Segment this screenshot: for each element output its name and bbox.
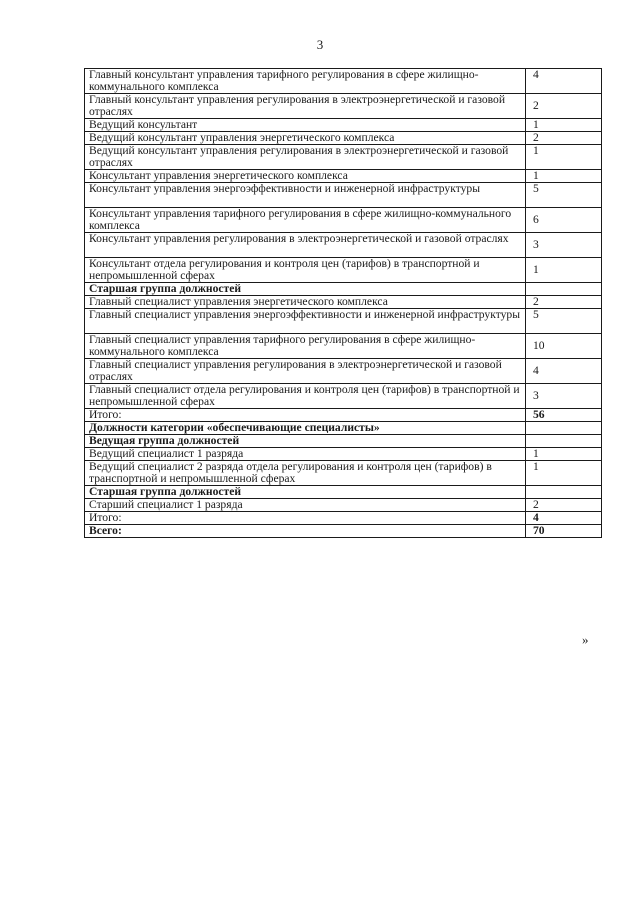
table-row (85, 296, 602, 309)
position-name: Главный специалист управления тарифного регулирования в сфере жилищно-коммунального комплекса (85, 334, 526, 359)
table-row (85, 94, 602, 119)
table-row (85, 183, 602, 208)
position-count: 6 (526, 208, 602, 233)
position-count (526, 422, 602, 435)
table-row (85, 461, 602, 486)
position-name: Главный специалист отдела регулирования и контроля цен (тарифов) в транспортной и непромышленной сферах (85, 384, 526, 409)
position-count: 1 (526, 448, 602, 461)
position-count: 1 (526, 461, 602, 486)
position-count: 1 (526, 119, 602, 132)
position-name: Консультант управления тарифного регулирования в сфере жилищно-коммунального комплекса (85, 208, 526, 233)
position-name: Ведущий консультант управления регулирования в электроэнергетической и газовой отраслях (85, 145, 526, 170)
position-count: 2 (526, 499, 602, 512)
position-name: Консультант управления энергоэффективности и инженерной инфраструктуры (85, 183, 526, 208)
category-header-row (85, 422, 602, 435)
group-header-row (85, 283, 602, 296)
table-row (85, 499, 602, 512)
page-number: 3 (316, 37, 324, 52)
table-row (85, 132, 602, 145)
total-row (85, 525, 602, 538)
position-name: Главный специалист управления энергетического комплекса (85, 296, 526, 309)
position-name: Главный специалист управления энергоэффективности и инженерной инфраструктуры (85, 309, 526, 334)
table-row (85, 448, 602, 461)
table-row (85, 208, 602, 233)
position-name: Ведущий консультант управления энергетического комплекса (85, 132, 526, 145)
group-header-row (85, 486, 602, 499)
position-name: Консультант управления энергетического комплекса (85, 170, 526, 183)
position-count: 2 (526, 94, 602, 119)
position-count: 2 (526, 296, 602, 309)
staffing-table (84, 68, 602, 538)
category-title: Должности категории «обеспечивающие специалисты» (85, 422, 526, 435)
table-row (85, 145, 602, 170)
table-row (85, 119, 602, 132)
position-count: 1 (526, 145, 602, 170)
table-row (85, 334, 602, 359)
group-title: Ведущая группа должностей (85, 435, 526, 448)
position-name: Главный консультант управления регулирования в электроэнергетической и газовой отраслях (85, 94, 526, 119)
table-row (85, 233, 602, 258)
table-row (85, 384, 602, 409)
table-row (85, 69, 602, 94)
position-count (526, 486, 602, 499)
subtotal-value: 4 (526, 512, 602, 525)
position-count: 5 (526, 183, 602, 208)
position-count: 4 (526, 359, 602, 384)
position-name: Старший специалист 1 разряда (85, 499, 526, 512)
position-count: 3 (526, 233, 602, 258)
total-value: 70 (526, 525, 602, 538)
table-row (85, 170, 602, 183)
closing-quote-mark: » (582, 632, 589, 647)
subtotal-label: Итого: (85, 512, 526, 525)
subtotal-row (85, 409, 602, 422)
group-header-row (85, 435, 602, 448)
position-name: Ведущий специалист 2 разряда отдела регулирования и контроля цен (тарифов) в транспортной и непромышленной сферах (85, 461, 526, 486)
subtotal-label: Итого: (85, 409, 526, 422)
position-count (526, 435, 602, 448)
position-count: 1 (526, 258, 602, 283)
table-row (85, 309, 602, 334)
position-count (526, 283, 602, 296)
position-count: 10 (526, 334, 602, 359)
group-title: Старшая группа должностей (85, 486, 526, 499)
subtotal-row (85, 512, 602, 525)
table-row (85, 258, 602, 283)
group-title: Старшая группа должностей (85, 283, 526, 296)
position-name: Консультант управления регулирования в электроэнергетической и газовой отраслях (85, 233, 526, 258)
position-count: 2 (526, 132, 602, 145)
table-row (85, 359, 602, 384)
position-count: 5 (526, 309, 602, 334)
position-count: 3 (526, 384, 602, 409)
total-label: Всего: (85, 525, 526, 538)
position-name: Консультант отдела регулирования и контроля цен (тарифов) в транспортной и непромышленной сферах (85, 258, 526, 283)
position-name: Ведущий специалист 1 разряда (85, 448, 526, 461)
position-count: 4 (526, 69, 602, 94)
position-count: 1 (526, 170, 602, 183)
position-name: Главный специалист управления регулирования в электроэнергетической и газовой отраслях (85, 359, 526, 384)
position-name: Ведущий консультант (85, 119, 526, 132)
subtotal-value: 56 (526, 409, 602, 422)
position-name: Главный консультант управления тарифного регулирования в сфере жилищно-коммунального комплекса (85, 69, 526, 94)
